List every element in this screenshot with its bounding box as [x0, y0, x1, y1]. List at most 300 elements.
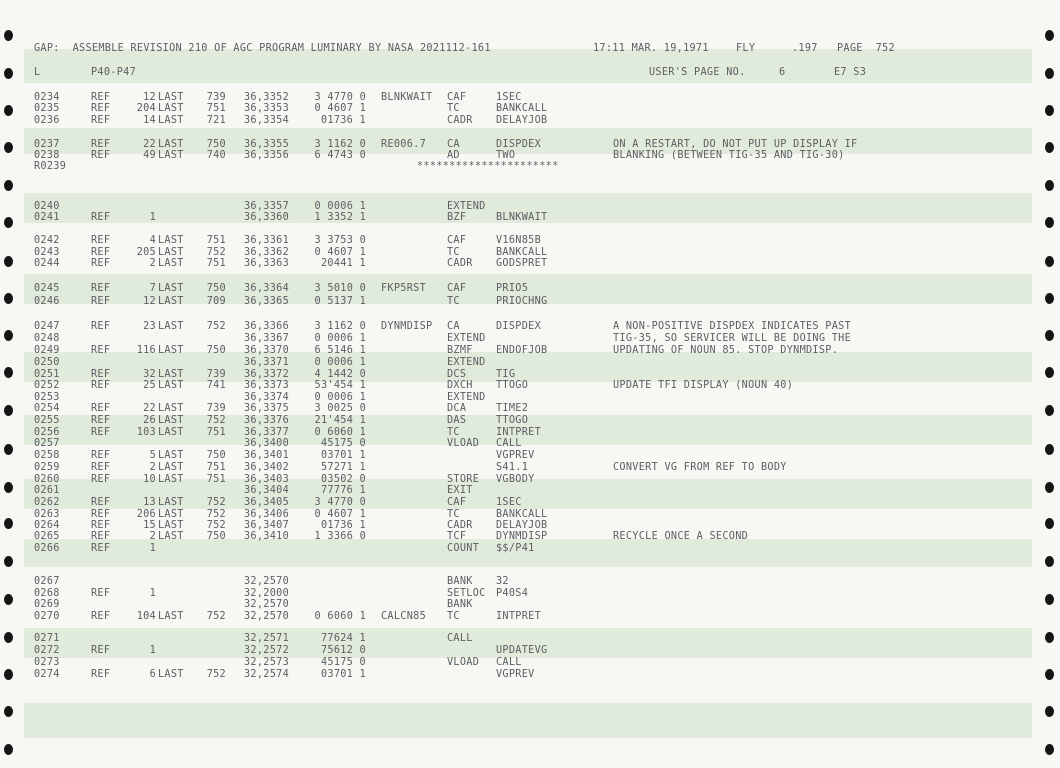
ref-count: 12 — [143, 296, 156, 307]
opcode: EXIT — [447, 485, 473, 496]
line-number: 0235 — [34, 103, 60, 114]
ref-keyword: REF — [91, 115, 111, 126]
memory-address: 36,3410 — [244, 531, 290, 542]
last-keyword: LAST — [158, 103, 184, 114]
memory-address: 36,3403 — [244, 474, 290, 485]
ref-keyword: REF — [91, 212, 111, 223]
feed-hole-left — [4, 68, 13, 79]
line-number: 0242 — [34, 235, 60, 246]
operand: TIG — [496, 369, 516, 380]
user-page-label: USER'S PAGE NO. — [649, 67, 746, 78]
line-number: 0253 — [34, 392, 60, 403]
section-name: P40-P47 — [91, 67, 137, 78]
line-number: 0240 — [34, 201, 60, 212]
ref-keyword: REF — [91, 520, 111, 531]
ref-keyword: REF — [91, 415, 111, 426]
operand: CALL — [496, 657, 522, 668]
last-keyword: LAST — [158, 92, 184, 103]
last-page: 709 — [206, 296, 226, 307]
operand: DISPDEX — [496, 321, 542, 332]
last-page: 752 — [206, 321, 226, 332]
operand: TTOGO — [496, 380, 529, 391]
operand: UPDATEVG — [496, 645, 548, 656]
opcode: VLOAD — [447, 438, 480, 449]
octal-word: 45175 0 — [320, 438, 366, 449]
ref-keyword: REF — [91, 345, 111, 356]
opcode: TC — [447, 247, 460, 258]
memory-address: 32,2570 — [244, 576, 290, 587]
opcode: CAF — [447, 497, 467, 508]
header-datetime: 17:11 MAR. 19,1971 — [593, 43, 709, 54]
line-number: 0244 — [34, 258, 60, 269]
feed-hole-left — [4, 669, 13, 680]
last-page: 750 — [206, 139, 226, 150]
memory-address: 36,3401 — [244, 450, 290, 461]
last-keyword: LAST — [158, 283, 184, 294]
octal-word: 03502 0 — [320, 474, 366, 485]
ref-count: 205 — [136, 247, 156, 258]
memory-address: 32,2573 — [244, 657, 290, 668]
last-keyword: LAST — [158, 296, 184, 307]
line-number: 0246 — [34, 296, 60, 307]
octal-word: 03701 1 — [320, 669, 366, 680]
last-keyword: LAST — [158, 380, 184, 391]
comment: RECYCLE ONCE A SECOND — [613, 531, 749, 542]
feed-hole-right — [1045, 556, 1054, 567]
octal-word: 3 4770 0 — [314, 497, 366, 508]
feed-hole-right — [1045, 744, 1054, 755]
opcode: CADR — [447, 115, 473, 126]
feed-hole-left — [4, 180, 13, 191]
memory-address: 36,3356 — [244, 150, 290, 161]
last-page: 752 — [206, 669, 226, 680]
operand: DISPDEX — [496, 139, 542, 150]
line-number: 0241 — [34, 212, 60, 223]
last-page: 751 — [206, 427, 226, 438]
last-keyword: LAST — [158, 403, 184, 414]
operand: BLNKWAIT — [496, 212, 548, 223]
ref-keyword: REF — [91, 474, 111, 485]
feed-hole-left — [4, 556, 13, 567]
octal-word: 4 1442 0 — [314, 369, 366, 380]
line-number: 0247 — [34, 321, 60, 332]
opcode: AD — [447, 150, 460, 161]
line-number: 0272 — [34, 645, 60, 656]
memory-address: 36,3363 — [244, 258, 290, 269]
memory-address: 36,3355 — [244, 139, 290, 150]
opcode: CADR — [447, 258, 473, 269]
ref-keyword: REF — [91, 380, 111, 391]
operand: TWO — [496, 150, 516, 161]
opcode: CA — [447, 139, 460, 150]
memory-address: 36,3357 — [244, 201, 290, 212]
line-number: 0237 — [34, 139, 60, 150]
operand: BANKCALL — [496, 247, 548, 258]
opcode: EXTEND — [447, 357, 486, 368]
memory-address: 36,3372 — [244, 369, 290, 380]
octal-word: 03701 1 — [320, 450, 366, 461]
line-number: 0248 — [34, 333, 60, 344]
ref-count: 1 — [149, 645, 156, 656]
ref-count: 1 — [149, 212, 156, 223]
opcode: TC — [447, 103, 460, 114]
symbol-label: RE006.7 — [381, 139, 427, 150]
octal-word: 21'454 1 — [314, 415, 366, 426]
octal-word: 0 0006 1 — [314, 333, 366, 344]
octal-word: 20441 1 — [320, 258, 366, 269]
operand: 1SEC — [496, 92, 522, 103]
operand: TTOGO — [496, 415, 529, 426]
ref-count: 103 — [136, 427, 156, 438]
opcode: VLOAD — [447, 657, 480, 668]
line-number: 0251 — [34, 369, 60, 380]
ref-count: 116 — [136, 345, 156, 356]
last-keyword: LAST — [158, 235, 184, 246]
ref-keyword: REF — [91, 611, 111, 622]
feed-hole-right — [1045, 105, 1054, 116]
last-keyword: LAST — [158, 450, 184, 461]
memory-address: 36,3376 — [244, 415, 290, 426]
line-number: 0266 — [34, 543, 60, 554]
symbol-label: CALCN85 — [381, 611, 427, 622]
ref-keyword: REF — [91, 92, 111, 103]
last-keyword: LAST — [158, 462, 184, 473]
octal-word: 0 0006 1 — [314, 201, 366, 212]
memory-address: 32,2570 — [244, 599, 290, 610]
memory-address: 36,3353 — [244, 103, 290, 114]
last-page: 750 — [206, 345, 226, 356]
feed-hole-right — [1045, 367, 1054, 378]
feed-hole-right — [1045, 330, 1054, 341]
feed-hole-right — [1045, 444, 1054, 455]
feed-hole-left — [4, 444, 13, 455]
asterisk-separator: ********************** — [417, 161, 559, 172]
operand: DELAYJOB — [496, 115, 548, 126]
ref-count: 2 — [149, 462, 156, 473]
line-number: 0265 — [34, 531, 60, 542]
opcode: DAS — [447, 415, 467, 426]
memory-address: 36,3377 — [244, 427, 290, 438]
opcode: CA — [447, 321, 460, 332]
opcode: SETLOC — [447, 588, 486, 599]
last-keyword: LAST — [158, 497, 184, 508]
octal-word: 3 1162 0 — [314, 321, 366, 332]
ref-keyword: REF — [91, 427, 111, 438]
feed-hole-right — [1045, 180, 1054, 191]
operand: PRIOCHNG — [496, 296, 548, 307]
feed-hole-left — [4, 142, 13, 153]
opcode: EXTEND — [447, 333, 486, 344]
line-number: 0268 — [34, 588, 60, 599]
last-page: 752 — [206, 247, 226, 258]
ref-keyword: REF — [91, 235, 111, 246]
ref-count: 13 — [143, 497, 156, 508]
memory-address: 36,3367 — [244, 333, 290, 344]
octal-word: 3 1162 0 — [314, 139, 366, 150]
feed-hole-left — [4, 594, 13, 605]
last-page: 751 — [206, 235, 226, 246]
ref-count: 204 — [136, 103, 156, 114]
feed-hole-left — [4, 293, 13, 304]
memory-address: 36,3400 — [244, 438, 290, 449]
subheader-l: L — [34, 67, 41, 78]
octal-word: 57271 1 — [320, 462, 366, 473]
line-number: 0262 — [34, 497, 60, 508]
line-number: 0274 — [34, 669, 60, 680]
feed-hole-right — [1045, 68, 1054, 79]
memory-address: 36,3407 — [244, 520, 290, 531]
last-page: 739 — [206, 369, 226, 380]
header-page-number: PAGE 752 — [837, 43, 895, 54]
feed-hole-right — [1045, 594, 1054, 605]
last-keyword: LAST — [158, 369, 184, 380]
symbol-label: FKP5RST — [381, 283, 427, 294]
opcode: TC — [447, 611, 460, 622]
header-title: GAP: ASSEMBLE REVISION 210 OF AGC PROGRAM LUMINARY BY NASA 2021112-161 — [34, 43, 491, 54]
feed-hole-left — [4, 256, 13, 267]
opcode: DXCH — [447, 380, 473, 391]
operand: TIME2 — [496, 403, 529, 414]
last-page: 740 — [206, 150, 226, 161]
comment: CONVERT VG FROM REF TO BODY — [613, 462, 787, 473]
opcode: CADR — [447, 520, 473, 531]
last-keyword: LAST — [158, 321, 184, 332]
last-page: 751 — [206, 103, 226, 114]
octal-word: 45175 0 — [320, 657, 366, 668]
octal-word: 0 4607 1 — [314, 509, 366, 520]
last-page: 739 — [206, 403, 226, 414]
header-fragment: .197 — [792, 43, 818, 54]
opcode: BZF — [447, 212, 467, 223]
feed-hole-left — [4, 706, 13, 717]
feed-hole-right — [1045, 632, 1054, 643]
symbol-label: DYNMDISP — [381, 321, 433, 332]
octal-word: 77776 1 — [320, 485, 366, 496]
line-number: 0261 — [34, 485, 60, 496]
opcode: CAF — [447, 92, 467, 103]
ref-count: 2 — [149, 258, 156, 269]
last-keyword: LAST — [158, 258, 184, 269]
octal-word: 1 3366 0 — [314, 531, 366, 542]
last-keyword: LAST — [158, 345, 184, 356]
memory-address: 36,3402 — [244, 462, 290, 473]
memory-address: 36,3365 — [244, 296, 290, 307]
memory-address: 36,3404 — [244, 485, 290, 496]
opcode: BANK — [447, 599, 473, 610]
last-page: 752 — [206, 611, 226, 622]
ref-keyword: REF — [91, 588, 111, 599]
ref-keyword: REF — [91, 283, 111, 294]
operand: V16N85B — [496, 235, 542, 246]
memory-address: 36,3405 — [244, 497, 290, 508]
operand: 1SEC — [496, 497, 522, 508]
octal-word: 1 3352 1 — [314, 212, 366, 223]
operand: BANKCALL — [496, 103, 548, 114]
last-keyword: LAST — [158, 611, 184, 622]
memory-address: 36,3361 — [244, 235, 290, 246]
comment: TIG-35, SO SERVICER WILL BE DOING THE — [613, 333, 852, 344]
ref-count: 15 — [143, 520, 156, 531]
feed-hole-left — [4, 482, 13, 493]
opcode: COUNT — [447, 543, 480, 554]
octal-word: 01736 1 — [320, 520, 366, 531]
feed-hole-right — [1045, 142, 1054, 153]
memory-address: 36,3375 — [244, 403, 290, 414]
operand: DYNMDISP — [496, 531, 548, 542]
octal-word: 6 5146 1 — [314, 345, 366, 356]
line-number: R0239 — [34, 161, 67, 172]
ref-count: 5 — [149, 450, 156, 461]
ref-count: 10 — [143, 474, 156, 485]
opcode: TCF — [447, 531, 467, 542]
ref-keyword: REF — [91, 462, 111, 473]
line-number: 0238 — [34, 150, 60, 161]
operand: $$/P41 — [496, 543, 535, 554]
octal-word: 3 3753 0 — [314, 235, 366, 246]
octal-word: 0 6060 1 — [314, 427, 366, 438]
last-page: 752 — [206, 509, 226, 520]
memory-address: 32,2574 — [244, 669, 290, 680]
operand: CALL — [496, 438, 522, 449]
octal-word: 75612 0 — [320, 645, 366, 656]
ref-count: 25 — [143, 380, 156, 391]
comment: ON A RESTART, DO NOT PUT UP DISPLAY IF — [613, 139, 858, 150]
ref-count: 4 — [149, 235, 156, 246]
ref-keyword: REF — [91, 669, 111, 680]
line-number: 0254 — [34, 403, 60, 414]
feed-hole-right — [1045, 706, 1054, 717]
octal-word: 0 4607 1 — [314, 247, 366, 258]
memory-address: 36,3352 — [244, 92, 290, 103]
comment: UPDATING OF NOUN 85. STOP DYNMDISP. — [613, 345, 839, 356]
ref-count: 7 — [149, 283, 156, 294]
last-page: 739 — [206, 92, 226, 103]
ref-count: 2 — [149, 531, 156, 542]
last-keyword: LAST — [158, 150, 184, 161]
comment: UPDATE TFI DISPLAY (NOUN 40) — [613, 380, 794, 391]
memory-address: 36,3366 — [244, 321, 290, 332]
operand: INTPRET — [496, 611, 542, 622]
last-page: 752 — [206, 415, 226, 426]
operand: DELAYJOB — [496, 520, 548, 531]
ref-count: 23 — [143, 321, 156, 332]
opcode: STORE — [447, 474, 480, 485]
feed-hole-left — [4, 330, 13, 341]
opcode: TC — [447, 427, 460, 438]
last-page: 721 — [206, 115, 226, 126]
line-number: 0256 — [34, 427, 60, 438]
operand: VGBODY — [496, 474, 535, 485]
feed-hole-right — [1045, 256, 1054, 267]
operand: GODSPRET — [496, 258, 548, 269]
last-keyword: LAST — [158, 474, 184, 485]
memory-address: 36,3362 — [244, 247, 290, 258]
last-keyword: LAST — [158, 115, 184, 126]
last-keyword: LAST — [158, 427, 184, 438]
octal-word: 77624 1 — [320, 633, 366, 644]
opcode: CALL — [447, 633, 473, 644]
line-number: 0273 — [34, 657, 60, 668]
ref-keyword: REF — [91, 509, 111, 520]
opcode: EXTEND — [447, 392, 486, 403]
ref-keyword: REF — [91, 150, 111, 161]
last-keyword: LAST — [158, 139, 184, 150]
line-number: 0243 — [34, 247, 60, 258]
last-page: 751 — [206, 258, 226, 269]
octal-word: 0 0006 1 — [314, 357, 366, 368]
ref-keyword: REF — [91, 139, 111, 150]
octal-word: 3 4770 0 — [314, 92, 366, 103]
line-number: 0250 — [34, 357, 60, 368]
last-page: 752 — [206, 497, 226, 508]
octal-word: 0 5137 1 — [314, 296, 366, 307]
symbol-label: BLNKWAIT — [381, 92, 433, 103]
comment: BLANKING (BETWEEN TIG-35 AND TIG-30) — [613, 150, 845, 161]
ref-count: 6 — [149, 669, 156, 680]
ref-keyword: REF — [91, 103, 111, 114]
last-keyword: LAST — [158, 669, 184, 680]
user-page-number: 6 — [779, 67, 786, 78]
ref-keyword: REF — [91, 497, 111, 508]
ref-count: 12 — [143, 92, 156, 103]
operand: P40S4 — [496, 588, 529, 599]
opcode: CAF — [447, 235, 467, 246]
octal-word: 01736 1 — [320, 115, 366, 126]
greenbar-band — [24, 703, 1032, 738]
feed-hole-left — [4, 744, 13, 755]
e7-code: E7 S3 — [834, 67, 867, 78]
octal-word: 3 0025 0 — [314, 403, 366, 414]
opcode: CAF — [447, 283, 467, 294]
last-keyword: LAST — [158, 415, 184, 426]
memory-address: 32,2570 — [244, 611, 290, 622]
line-number: 0269 — [34, 599, 60, 610]
ref-count: 14 — [143, 115, 156, 126]
feed-hole-right — [1045, 293, 1054, 304]
feed-hole-right — [1045, 518, 1054, 529]
ref-keyword: REF — [91, 369, 111, 380]
operand: VGPREV — [496, 669, 535, 680]
comment: A NON-POSITIVE DISPDEX INDICATES PAST — [613, 321, 852, 332]
memory-address: 32,2572 — [244, 645, 290, 656]
ref-count: 22 — [143, 139, 156, 150]
octal-word: 53'454 1 — [314, 380, 366, 391]
operand: BANKCALL — [496, 509, 548, 520]
memory-address: 36,3370 — [244, 345, 290, 356]
opcode: BANK — [447, 576, 473, 587]
feed-hole-right — [1045, 217, 1054, 228]
ref-keyword: REF — [91, 403, 111, 414]
line-number: 0264 — [34, 520, 60, 531]
ref-keyword: REF — [91, 296, 111, 307]
opcode: BZMF — [447, 345, 473, 356]
ref-count: 26 — [143, 415, 156, 426]
ref-keyword: REF — [91, 450, 111, 461]
feed-hole-left — [4, 30, 13, 41]
ref-count: 22 — [143, 403, 156, 414]
opcode: EXTEND — [447, 201, 486, 212]
ref-count: 1 — [149, 543, 156, 554]
memory-address: 36,3373 — [244, 380, 290, 391]
opcode: TC — [447, 509, 460, 520]
last-page: 750 — [206, 531, 226, 542]
ref-count: 49 — [143, 150, 156, 161]
last-keyword: LAST — [158, 520, 184, 531]
line-number: 0255 — [34, 415, 60, 426]
line-number: 0234 — [34, 92, 60, 103]
feed-hole-right — [1045, 30, 1054, 41]
last-page: 750 — [206, 283, 226, 294]
